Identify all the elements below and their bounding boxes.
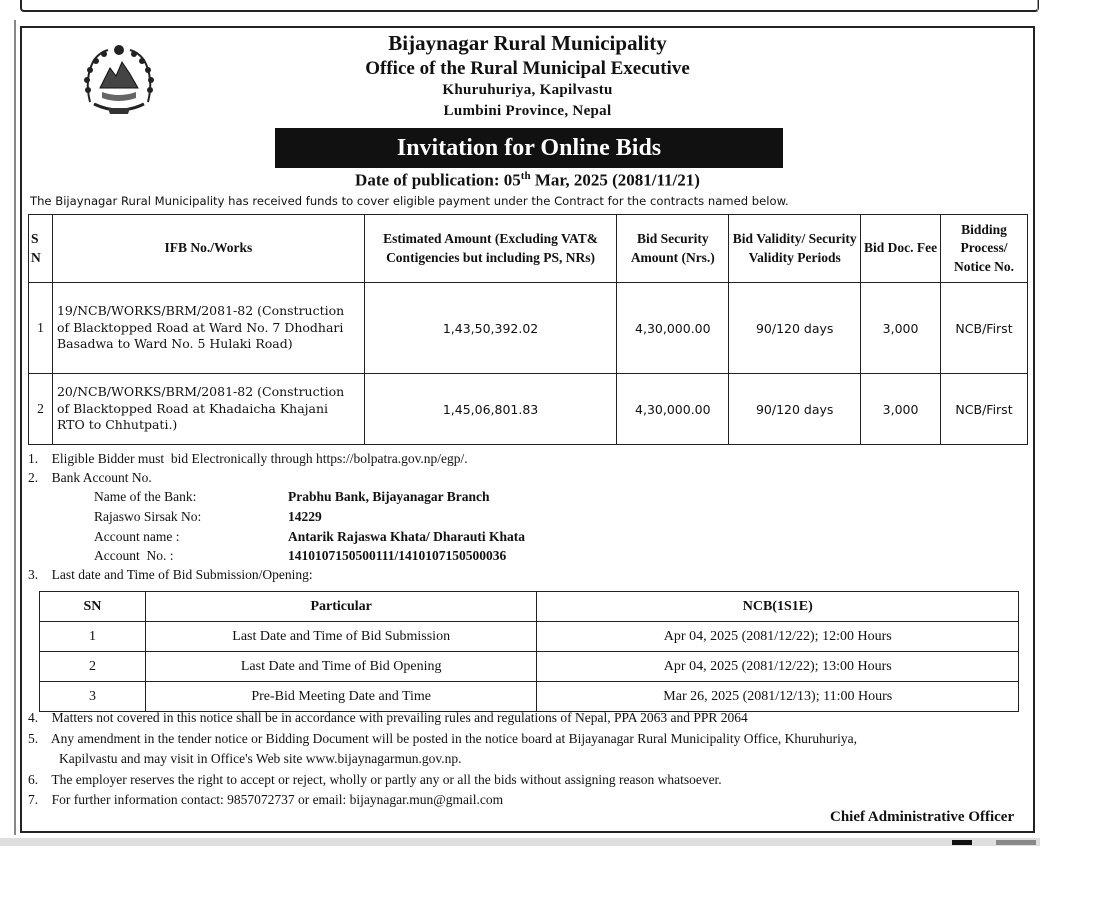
cell-process: NCB/First: [941, 374, 1028, 445]
note-3: 3. Last date and Time of Bid Submission/Opening:: [28, 567, 313, 582]
col-header-works: IFB No./Works: [52, 215, 364, 283]
note-4: 4. Matters not covered in this notice shall be in accordance with prevailing rules and regulations of Nepal, PPA 2063 and PPR 2064: [28, 710, 748, 725]
cell-works: 20/NCB/WORKS/BRM/2081-82 (Construction of Blacktopped Road at Khadaicha Khajani RTO to Chhutpati.): [52, 374, 364, 445]
address-line-2: Lumbini Province, Nepal: [443, 103, 612, 119]
account-name-label: Account name :: [94, 529, 180, 544]
address-line-1: Khuruhuriya, Kapilvastu: [442, 82, 613, 98]
account-name-value: Antarik Rajaswa Khata/ Dharauti Khata: [288, 529, 526, 544]
publication-date: Date of publication: 05th Mar, 2025 (2081/11/21): [355, 170, 700, 190]
col-header-sn: S N: [29, 215, 53, 283]
cell-sn: 2: [40, 652, 146, 682]
table-row: [40, 622, 1019, 652]
cell-datetime: Apr 04, 2025 (2081/12/22); 12:00 Hours: [537, 622, 1019, 652]
cell-process: NCB/First: [941, 283, 1028, 374]
municipality-name: Bijaynagar Rural Municipality: [388, 31, 667, 55]
table-row: [29, 283, 1028, 374]
account-no-value: 1410107150500111/1410107150500036: [288, 548, 507, 563]
bids-table: [28, 214, 1028, 445]
col-header-amount: Estimated Amount (Excluding VAT& Contigencies but including PS, NRs): [364, 215, 617, 283]
col-header-particular: Particular: [145, 592, 537, 622]
cell-fee: 3,000: [861, 283, 941, 374]
note-5-continued: Kapilvastu and may visit in Office's Web site www.bijaynagarmun.gov.np.: [59, 751, 462, 766]
cell-amount: 1,43,50,392.02: [364, 283, 617, 374]
divider: [1037, 0, 1038, 12]
table-header-row: [29, 215, 1028, 283]
col-header-validity: Bid Validity/ Security Validity Periods: [729, 215, 861, 283]
cell-sn: 1: [40, 622, 146, 652]
cell-security: 4,30,000.00: [617, 374, 729, 445]
table-row: [40, 682, 1019, 712]
col-header-fee: Bid Doc. Fee: [861, 215, 941, 283]
notice-title-banner: Invitation for Online Bids: [275, 128, 783, 168]
cell-sn: 3: [40, 682, 146, 712]
note-2: 2. Bank Account No.: [28, 470, 152, 485]
sirsak-value: 14229: [288, 509, 322, 524]
cell-particular: Last Date and Time of Bid Opening: [145, 652, 537, 682]
cell-amount: 1,45,06,801.83: [364, 374, 617, 445]
note-5: 5. Any amendment in the tender notice or Bidding Document will be posted in the notice board at Bijayanagar Rural Municipality Office, Khuruhuriya,: [28, 731, 858, 746]
divider: [996, 840, 1036, 845]
cell-validity: 90/120 days: [729, 374, 861, 445]
divider: [952, 840, 972, 845]
cell-datetime: Apr 04, 2025 (2081/12/22); 13:00 Hours: [537, 652, 1019, 682]
table-header-row: [40, 592, 1019, 622]
schedule-table: [39, 591, 1019, 712]
signature-title: Chief Administrative Officer: [830, 809, 1015, 825]
cell-particular: Pre-Bid Meeting Date and Time: [145, 682, 537, 712]
note-7: 7. For further information contact: 9857072737 or email: bijaynagar.mun@gmail.com: [28, 792, 504, 807]
page-bottom-bar: [0, 838, 1040, 846]
cell-validity: 90/120 days: [729, 283, 861, 374]
note-6: 6. The employer reserves the right to accept or reject, wholly or partly any or all the bids without assigning reason whatsoever.: [28, 772, 722, 787]
page-margin-rule: [14, 20, 16, 835]
table-row: [29, 374, 1028, 445]
cell-security: 4,30,000.00: [617, 283, 729, 374]
note-1: 1. Eligible Bidder must bid Electronically through https://bolpatra.gov.np/egp/.: [28, 451, 468, 466]
cell-sn: 2: [29, 374, 53, 445]
col-header-sn: SN: [40, 592, 146, 622]
cell-fee: 3,000: [861, 374, 941, 445]
account-no-label: Account No. :: [94, 548, 174, 563]
col-header-security: Bid Security Amount (Nrs.): [617, 215, 729, 283]
cell-datetime: Mar 26, 2025 (2081/12/13); 11:00 Hours: [537, 682, 1019, 712]
col-header-ncb: NCB(1S1E): [537, 592, 1019, 622]
cell-particular: Last Date and Time of Bid Submission: [145, 622, 537, 652]
table-row: [40, 652, 1019, 682]
cell-works: 19/NCB/WORKS/BRM/2081-82 (Construction of Blacktopped Road at Ward No. 7 Dhodhari Basadwa to Ward No. 5 Hulaki Road): [52, 283, 364, 374]
bank-name-value: Prabhu Bank, Bijayanagar Branch: [288, 489, 490, 504]
office-name: Office of the Rural Municipal Executive: [365, 58, 690, 79]
intro-text: The Bijaynagar Rural Municipality has received funds to cover eligible payment under the Contract for the contracts named below.: [30, 194, 789, 208]
previous-notice-border: [20, 0, 1039, 12]
sirsak-label: Rajaswo Sirsak No:: [94, 509, 202, 524]
col-header-process: Bidding Process/ Notice No.: [941, 215, 1028, 283]
bank-name-label: Name of the Bank:: [94, 489, 197, 504]
cell-sn: 1: [29, 283, 53, 374]
